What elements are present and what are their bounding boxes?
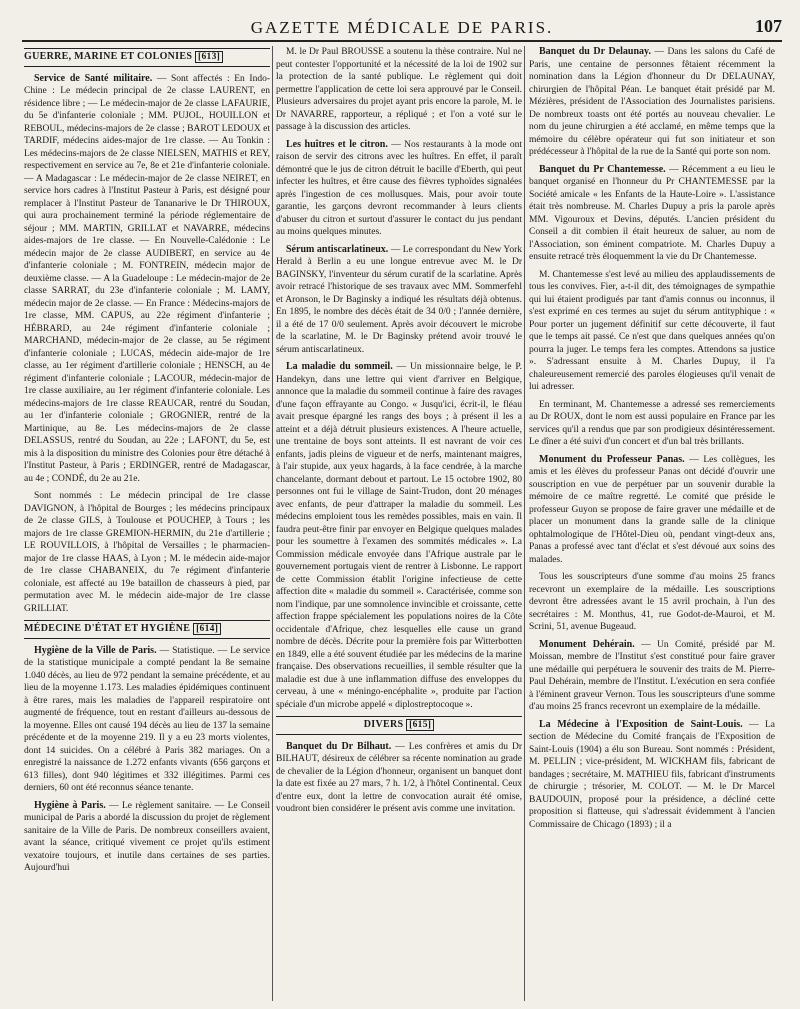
page-header [22, 14, 782, 42]
column-divider [272, 46, 273, 1001]
section-title: GUERRE, MARINE ET COLONIES [24, 51, 193, 62]
article-title: Les huîtres et le citron. [286, 138, 388, 150]
article-text: — Un missionnaire belge, le P. Handekyn, dans une lettre qui vient d'arriver en Belgique, annonce que la maladie du sommeil continue à faire des ravages d'une façon effrayante au Congo. « Jusqu'ici, écrit-il, le fléau avait presque épargné les rangs des boys ; à présent il les a atteint et a déjà détruit plusieurs existences. A l'heure actuelle, une trentaine de boys sont atteints. Il est navrant de voir ces enfants, jadis pleins de vigueur et de nerfs, maintenant maigres, à l'air stupide, aux yeux hagards, à la face cendrée, à la marche chancelante, dormant debout et partout. Le 15 octobre 1902, 80 personnes ont fui le village de Saint-Trudon, dont 20 ménages avec enfants, de peur d'attraper la maladie du sommeil. Les médecins emploient tous les remèdes possibles, mais en vain. Il faudra peut-être finir par envoyer en Belgique quelques malades pour les soumettre à l'examen des sommités médicales ». La Commission médicale envoyée dans l'Afrique australe par le gouvernement portugais vient de rentrer à Lisbonne. Le rapport de cette Commission établit l'origine infectieuse de cette affection dite « maladie du sommeil ». Caractérisée, comme son nom l'indique, par une somnolence invincible et croissante, cette affection frappe spécialement les populations noires de la Côte occidentale d'Afrique, chez lesquelles elle cause un grand nombre de décès. Décrite pour la première fois par Witterbotten en 1849, elle a été souvent étudiée par les médecins de la marine française. Des observations recueillies, il semble résulter que la maladie est due à une inflammation diffuse des enveloppes du cerveau, à une « méningo-encéphalite », produite par l'action spéciale d'un microbe appelé « diplostreptocoque ». [276, 362, 522, 710]
section-heading [24, 620, 270, 639]
page-number: 107 [755, 16, 782, 36]
section-title: DIVERS [363, 719, 404, 730]
article-title: Banquet du Dr Bilhaut. [286, 740, 392, 752]
article [24, 800, 270, 875]
section-ref: [614] [193, 623, 221, 635]
article-paragraph: Sont nommés : Le médecin principal de 1re classe DAVIGNON, à l'hôpital de Bourges ; les médecins principaux de 2e classe GILS, à Toulouse et POUCHEP, à Tours ; les majors de 1re classe GREMION-HERMIN, du 21e d'artillerie ; LE ROUVILLOIS, à l'hôpital de Versailles ; le pharmacien-major de 1re classe HAAS, à Lyon ; M. le médecin aide-major de 1re classe CHABANEIX, du 7e régiment d'infanterie coloniale, est affecté au 19e bataillon de chasseurs à pied, par permutation avec M. le médecin aide-major de 1re classe GRILLIAT. [24, 491, 270, 614]
article [276, 139, 522, 239]
section-heading [24, 48, 270, 67]
article [276, 741, 522, 816]
column-3 [529, 46, 775, 1006]
article [24, 645, 270, 795]
column-2 [276, 46, 522, 1006]
section-title: MÉDECINE D'ÉTAT ET HYGIÈNE [24, 623, 191, 634]
article-title: La maladie du sommeil. [286, 361, 393, 372]
section-ref: [613] [195, 51, 223, 63]
article-title: Monument du Professeur Panas. [539, 453, 685, 465]
column-divider [524, 46, 525, 1001]
article-title: Hygiène de la Ville de Paris. [34, 644, 157, 656]
article [24, 73, 270, 486]
article-text: — Le correspondant du New York Herald à Berlin a eu une longue entrevue avec M. le Dr BAGINSKY, l'inventeur du sérum curatif de la scarlatine. Après avoir retracé l'historique de ses travaux avec MM. Sommerfehl et Aronson, le Dr Baginsky a indiqué les résultats déjà obtenus. En 1895, le nombre des décès était de 34 0/0 ; l'année dernière, il a été de 17 0/0 seulement. Après avoir découvert le microbe de la scarlatine, M. le Dr Baginsky prétend avoir trouvé le sérum antiscarlatineux. [276, 244, 522, 355]
article-title: Monument Dehérain. [539, 638, 635, 650]
article-text: — Le règlement sanitaire. — Le Conseil municipal de Paris a abordé la discussion du projet de règlement sanitaire de la Ville de Paris. De nombreux conseillers avaient, avant la séance, critiqué vivement ce projet qu'ils estiment vexatoire toujours, et inutile dans certaines de ses parties. Aujourd'hui [24, 800, 270, 873]
article [529, 719, 775, 832]
article-title: Banquet du Pr Chantemesse. [539, 163, 666, 175]
article-paragraph: M. le Dr Paul BROUSSE a soutenu la thèse contraire. Nul ne peut contester l'opportunité et la nécessité de la loi de 1902 sur la protection de la santé publique. Le règlement qui doit permettre l'application de cette loi sera approuvé par le Conseil. Plusieurs adversaires du projet ayant pris encore la parole, M. le Dr NAVARRE, rapporteur, a répliqué ; et l'on a voté sur le passage à la discussion des articles. [276, 47, 522, 132]
article-text: — Sont affectés : En Indo-Chine : Le médecin principal de 2e classe LAURENT, en résidence libre ; — Le médecin-major de 2e classe LAFAURIE, du 5e d'infanterie coloniale ; MM. PUJOL, HOUILLON et REBOUL, médecins-majors de 2e classe ; BAROT LEDOUX et TARDIF, médecins aides-major de 1re classe. — Au Tonkin : Les médecins-majors de 2e classe NIELSEN, MATHIS et REY, respectivement en service au 7e, 8e et 21e d'infanterie coloniale. — A Madagascar : Le médecin-major de 2e classe NEIRET, en service hors cadres à l'Institut Pasteur à Paris, est désigné pour remplacer à l'Institut Pasteur de Tananarive le Dr THIROUX, qui aura prochainement terminé la période réglementaire de séjour ; MM. MARTIN, GRILLAT et NAVARRE, médecins aides-majors de 1re classe. — En Nouvelle-Calédonie : Le médecin major de 2e classe AUDIBERT, en service au 4e d'infanterie coloniale ; M. FONTREIN, médecin major de deuxième classe. — A la Guadeloupe : Le médecin-major de 2e classe SARRAT, du 23e d'infanterie coloniale ; M. LAMY, médecin major de 2e classe. — En France : Médecins-majors de 1re classe, MM. CAPUS, au 22e régiment d'infanterie ; HÉBRARD, au 24e régiment d'infanterie coloniale ; MARCHAND, médecin-major de 2e classe, au 5e régiment d'infanterie coloniale ; LUCAS, médecin aide-major de 1re classe, au 1er régiment d'artillerie coloniale ; HENSCH, au 4e régiment d'infanterie coloniale ; LACOUR, médecin-major de 1re classe auxiliaire, au 1er régiment d'infanterie coloniale. Les médecins-majors de 1re classe REAUCAR, rentré du Soudan, au 1er d'infanterie coloniale ; GROGNIER, rentré de la Martinique, au 8e. Les médecins-majors de 2e classe DELASSUS, rentré du Soudan, au 22e ; LAFONT, du 5e, est mis à la disposition du ministre des Colonies pour être détaché à l'Institut Pasteur, à Paris ; ERDINGER, rentré de Madagascar, au 4e ; CONDÉ, du 2e au 21e. [24, 73, 270, 484]
journal-title: GAZETTE MÉDICALE DE PARIS. [250, 18, 554, 37]
article [276, 361, 522, 711]
article-text: — Les collègues, les amis et les élèves du professeur Panas ont décidé d'ouvrir une souscription en vue de perpétuer par un souvenir durable la mémoire de ce maître regretté. Le comité que préside le professeur Guyon se propose de faire graver une médaille et de placer un monument dans la grande salle de la clinique ophtalmologique de l'Hôtel-Dieu où, pendant vingt-deux ans, Panas a professé avec tant d'éclat et s'est dévoué aux soins des malades. [529, 454, 775, 565]
article-text: — Un Comité, présidé par M. Moissan, membre de l'Institut s'est constitué pour faire graver une médaille qui perpétuera le souvenir des traits de M. Pierre-Paul Dehérain, membre de l'Institut. L'exécution en sera confiée à l'éminent graveur Vernon. Tous les souscripteurs d'une somme d'au moins 25 francs recevront un exemplaire de la médaille. [529, 639, 775, 712]
article-title: La Médecine à l'Exposition de Saint-Louis. [539, 718, 743, 730]
article-title: Banquet du Dr Delaunay. [539, 46, 652, 57]
section-heading [276, 716, 522, 735]
article-title: Sérum antiscarlatineux. [286, 243, 389, 255]
section-ref: [615] [406, 719, 434, 731]
article [529, 639, 775, 714]
article [529, 454, 775, 567]
article-text: — Récemment a eu lieu le banquet organisé en l'honneur du Pr CHANTEMESSE par la Société amicale « les Enfants de la Haute-Loire ». L'assistance était très nombreuse. M. Charles Dupuy a pris la parole après MM. Vigouroux et Devins, députés. L'ancien président du Conseil a dit combien il était heureux de saluer, au nom de l'Association, son éminent compatriote. M. Charles Dupuy a ensuite retracé très éloquemment la vie du Dr Chantemesse. [529, 164, 775, 262]
article [529, 164, 775, 264]
article-paragraph: Tous les souscripteurs d'une somme d'au moins 25 francs recevront un exemplaire de la médaille. Les souscriptions devront être adressées avant le 15 avril prochain, à l'un des secrétaires : M. Monthus, 41, rue Godot-de-Mauroi, et M. Scrini, 51, avenue Bugeaud. [529, 572, 775, 632]
article-title: Service de Santé militaire. [34, 72, 153, 84]
article-paragraph: En terminant, M. Chantemesse a adressé ses remerciements au Dr ROUX, dont le nom est aussi populaire en France par les services qu'il a rendus que par son prodigieux désintéressement. Le dîner a été suivi d'un concert et d'un bal très brillants. [529, 399, 775, 447]
article [529, 46, 775, 159]
article-text: — Statistique. — Le service de la statistique municipale a compté pendant la 8e semaine 1.040 décès, au lieu de 972 pendant la semaine précédente, et au lieu de la moyenne 1.173. Les maladies épidémiques continuent à être rares, mais les maladies de l'appareil respiratoire ont augmenté de fréquence, tout en restant d'ailleurs au-dessous de la moyenne. Elles ont causé 194 décès au lieu de 137 la semaine précédente et de la moyenne 219. Il y a eu 23 morts violentes, dont 14 suicides. On a célébré à Paris 382 mariages. On a enregistré la naissance de 1.272 enfants vivants (656 garçons et 613 filles), dont 940 légitimes et 332 illégitimes. Parmi ces derniers, 60 ont été reconnus séance tenante. [24, 645, 270, 793]
article-text: — Les confrères et amis du Dr BILHAUT, désireux de célébrer sa récente nomination au grade de chevalier de la Légion d'honneur, organisent un banquet dont la date est fixée au 27 mars, 7 h. 1/2, à l'hôtel Continental. Ceux d'entre eux, dont la lettre de convocation aurait été omise, voudront bien considérer le présent avis comme une invitation. [276, 741, 522, 814]
column-1 [24, 46, 270, 1006]
article-text: — La section de Médecine du Comité français de l'Exposition de Saint-Louis (1904) a élu son Bureau. Sont nommés : Président, M. PELLIN ; vice-président, M. WICKHAM fils, fabricant de bandages ; secrétaire, M. MATHIEU fils, fabricant d'instruments de chirurgie ; trésorier, M. COLOT. — M. le Dr Marcel BAUDOUIN, proposé pour la présidence, a décliné cette proposition si flatteuse, qui s'adressait évidemment à l'ancien Commissaire de Chicago (1893) ; il a [529, 719, 775, 830]
article-text: — Nos restaurants à la mode ont raison de servir des citrons avec les huîtres. En effet, il paraît démontré que le jus de citron détruit le bacille d'Eberth, qui peut infecter les huîtres, et être cause des fièvres typhoïdes signalées après l'ingestion de ces mollusques. Mais, pour avoir toute garantie, les garçons devront recommander à leurs clients d'abuser du citron et surtout d'assurer le contact du jus pendant au moins quelques minutes. [276, 139, 522, 237]
article-paragraph: M. Chantemesse s'est levé au milieu des applaudissements de tous les convives. Fier, a-t-il dit, des témoignages de sympathie qui lui étaient prodigués par tant d'amis connus ou inconnus, il s'est exprimé en ces termes au sujet du sérum antityphique : « Pour porter un jugement définitif sur cette découverte, il faut que le temps ait passé. Ce n'est que dans quelques années qu'on pourra la juger. Le temps fera les comptes. Attendons sa justice ». S'adressant ensuite à M. Charles Dupuy, il l'a chaleureusement remercié des paroles élogieuses qu'il venait de lui adresser. [529, 269, 775, 392]
article-title: Hygiène à Paris. [34, 799, 106, 811]
article-text: — Dans les salons du Café de Paris, une centaine de personnes fêtaient récemment la nomination dans la Légion d'honneur du Dr DELAUNAY, chirurgien de l'hôpital Péan. Le banquet était présidé par M. Mézières, président de l'Association des Journalistes parisiens. De nombreux toasts ont été portés au nouveau chevalier. Le nom du jeune chirurgien a été acclamé, en même temps que la mémoire du célèbre opérateur qui fut son initiateur et son prédécesseur à l'hôpital de la rue de la Santé qui porte son nom. [529, 47, 775, 157]
article [276, 244, 522, 357]
